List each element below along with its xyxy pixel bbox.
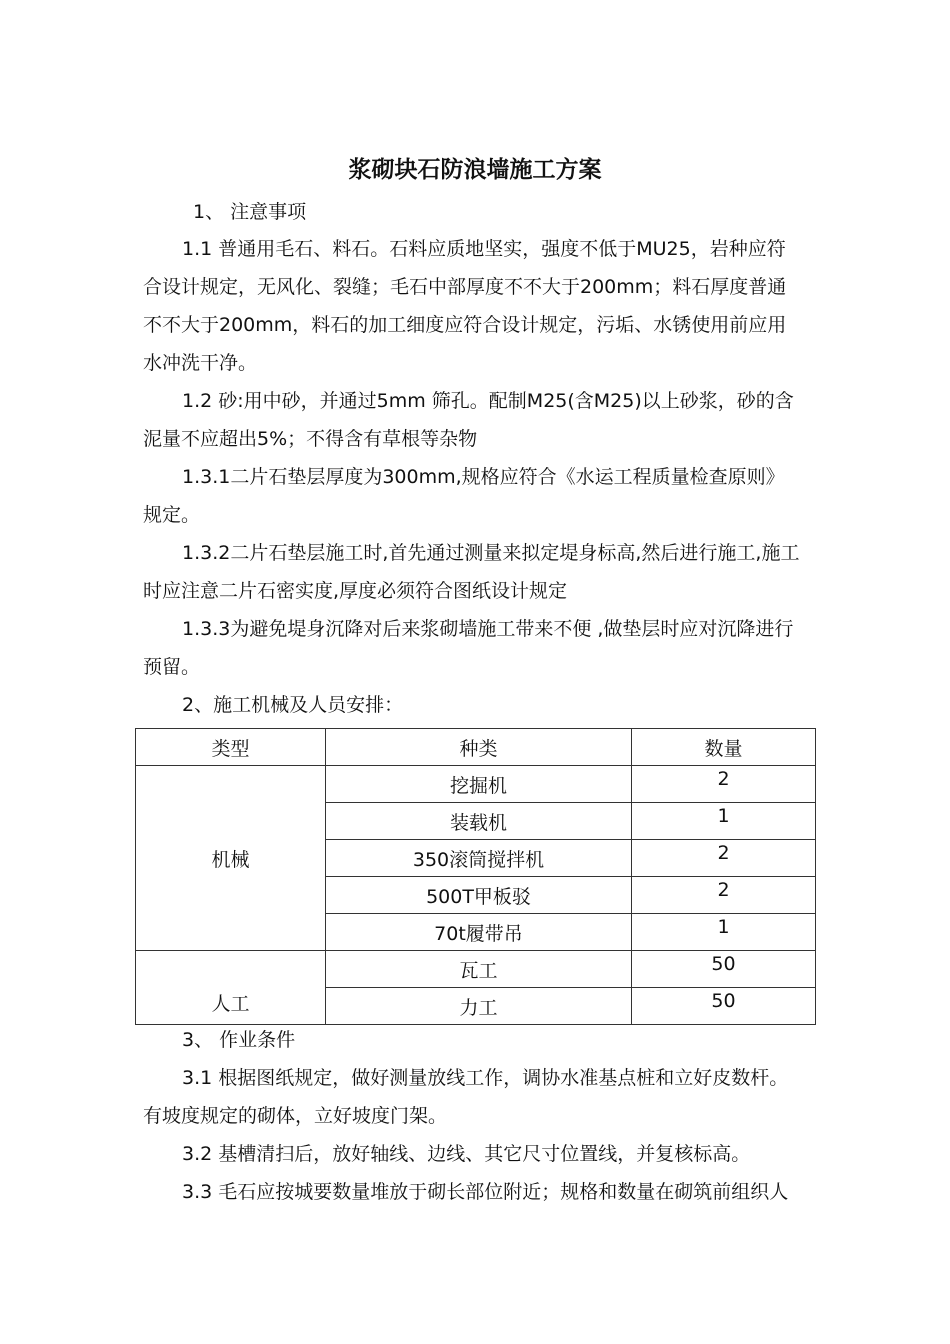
paragraph-1-2-line-2: 泥量不应超出5%；不得含有草根等杂物: [143, 428, 478, 450]
paragraph-1-2-line-1: 1.2 砂:用中砂，并通过5mm 筛孔。配制M25(含M25)以上砂浆，砂的含: [182, 390, 794, 412]
table-header-kind: 种类: [326, 729, 632, 766]
table-cell-quantity: 1: [632, 803, 816, 840]
table-cell-type: 机械: [136, 766, 326, 951]
table-header-row: [136, 729, 816, 766]
table-cell-quantity: 50: [632, 988, 816, 1025]
document-title: 浆砌块石防浪墙施工方案: [348, 156, 602, 183]
table-cell-kind: 瓦工: [326, 951, 632, 988]
table-header-quantity: 数量: [632, 729, 816, 766]
paragraph-3-1-line-1: 3.1 根据图纸规定，做好测量放线工作，调协水准基点桩和立好皮数杆。: [182, 1067, 789, 1089]
table-cell-kind: 装载机: [326, 803, 632, 840]
paragraph-1-1-line-3: 不不大于200mm，料石的加工细度应符合设计规定，污垢、水锈使用前应用: [143, 314, 787, 336]
table-cell-kind: 500T甲板驳: [326, 877, 632, 914]
table-cell-quantity: 1: [632, 914, 816, 951]
paragraph-1-3-1-line-1: 1.3.1二片石垫层厚度为300mm,规格应符合《水运工程质量检查原则》: [182, 466, 785, 488]
equipment-personnel-table: [135, 728, 816, 1025]
table-cell-quantity: 2: [632, 877, 816, 914]
table-cell-quantity: 2: [632, 840, 816, 877]
table-cell-quantity: 2: [632, 766, 816, 803]
paragraph-1-3-2-line-2: 时应注意二片石密实度,厚度必须符合图纸设计规定: [143, 580, 568, 602]
paragraph-1-3-3-line-2: 预留。: [143, 656, 201, 678]
paragraph-1-3-1-line-2: 规定。: [143, 504, 201, 526]
section-2-heading: 2、施工机械及人员安排：: [182, 694, 404, 716]
table-cell-kind: 70t履带吊: [326, 914, 632, 951]
table-cell-type: 人工: [136, 951, 326, 1025]
paragraph-1-1-line-1: 1.1 普通用毛石、料石。石料应质地坚实，强度不低于MU25，岩种应符: [182, 238, 786, 260]
table-row: [136, 951, 816, 988]
paragraph-1-3-3-line-1: 1.3.3为避免堤身沉降对后来浆砌墙施工带来不便 ,做垫层时应对沉降进行: [182, 618, 794, 640]
table-header-type: 类型: [136, 729, 326, 766]
paragraph-1-1-line-4: 水冲洗干净。: [143, 352, 258, 374]
paragraph-1-3-2-line-1: 1.3.2二片石垫层施工时,首先通过测量来拟定堤身标高,然后进行施工,施工: [182, 542, 800, 564]
paragraph-1-1-line-2: 合设计规定，无风化、裂缝；毛石中部厚度不不大于200mm；料石厚度普通: [143, 276, 787, 298]
table-cell-kind: 350滚筒搅拌机: [326, 840, 632, 877]
section-3-heading: 3、 作业条件: [182, 1029, 296, 1051]
table-row: [136, 766, 816, 803]
table-cell-kind: 力工: [326, 988, 632, 1025]
table-cell-kind: 挖掘机: [326, 766, 632, 803]
section-1-heading: 1、 注意事项: [193, 201, 307, 223]
paragraph-3-2-line-1: 3.2 基槽清扫后，放好轴线、边线、其它尺寸位置线，并复核标高。: [182, 1143, 751, 1165]
table-cell-quantity: 50: [632, 951, 816, 988]
paragraph-3-1-line-2: 有坡度规定的砌体，立好坡度门架。: [143, 1105, 448, 1127]
paragraph-3-3-line-1: 3.3 毛石应按城要数量堆放于砌长部位附近；规格和数量在砌筑前组织人: [182, 1181, 789, 1203]
